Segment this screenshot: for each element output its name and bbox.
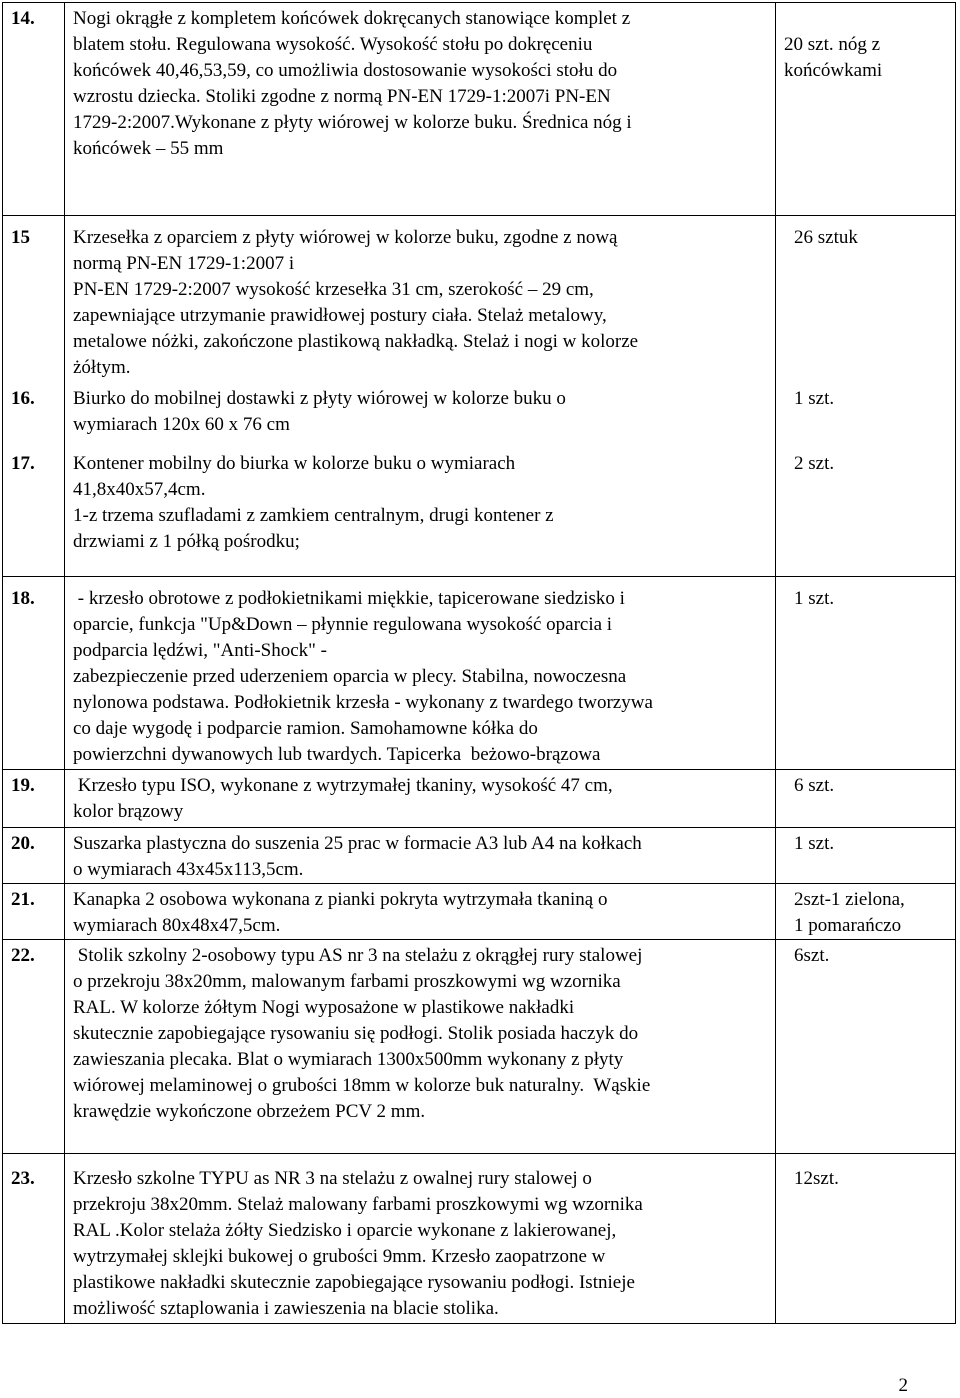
- quantity-line: 1 pomarańczo: [794, 915, 902, 936]
- item-number: 18.: [3, 577, 65, 770]
- description-line: plastikowe nakładki skutecznie zapobiegające rysowaniu podłogi. Istnieje: [73, 1272, 635, 1293]
- item-number: 14.: [3, 3, 65, 216]
- description-line: PN-EN 1729-2:2007 wysokość krzesełka 31 cm, szerokość – 29 cm,: [73, 279, 594, 300]
- description-line: podparcia lędźwi, "Anti-Shock" -: [73, 640, 327, 661]
- description-line: możliwość sztaplowania i zawieszenia na blacie stolika.: [73, 1298, 499, 1319]
- description-line: skutecznie zapobiegające rysowaniu się podłogi. Stolik posiada haczyk do: [73, 1023, 639, 1044]
- table-row: [3, 884, 956, 940]
- quantity-line: 2 szt.: [794, 453, 835, 474]
- page-number: 2: [898, 1375, 908, 1396]
- table-row: [3, 383, 956, 448]
- description-line: zapewniające utrzymanie prawidłowej postury ciała. Stelaż metalowy,: [73, 305, 607, 326]
- description-line: RAL .Kolor stelaża żółty Siedzisko i oparcie wykonane z lakierowanej,: [73, 1220, 617, 1241]
- table-row: [3, 828, 956, 884]
- description-line: Krzesełka z oparciem z płyty wiórowej w kolorze buku, zgodne z nową: [73, 227, 618, 248]
- description-line: żółtym.: [73, 357, 131, 378]
- description-line: krawędzie wykończone obrzeżem PCV 2 mm.: [73, 1101, 426, 1122]
- item-number: 16.: [3, 383, 65, 448]
- description-line: wiórowej melaminowej o grubości 18mm w kolorze buk naturalny. Wąskie: [73, 1075, 651, 1096]
- quantity-line: 20 szt. nóg z: [784, 34, 881, 55]
- description-line: przekroju 38x20mm. Stelaż malowany farbami proszkowymi wg wzornika: [73, 1194, 643, 1215]
- description-line: oparcie, funkcja "Up&Down – płynnie regulowana wysokość oparcia i: [73, 614, 613, 635]
- description-line: wzrostu dziecka. Stoliki zgodne z normą PN-EN 1729-1:2007i PN-EN: [73, 86, 611, 107]
- description-line: RAL. W kolorze żółtym Nogi wyposażone w plastikowe nakładki: [73, 997, 575, 1018]
- item-number: 23.: [3, 1154, 65, 1324]
- description-line: końcówek – 55 mm: [73, 138, 224, 159]
- table-row: [3, 770, 956, 828]
- description-line: 41,8x40x57,4cm.: [73, 479, 206, 500]
- item-description: [65, 828, 776, 884]
- description-line: - krzesło obrotowe z podłokietnikami miękkie, tapicerowane siedzisko i: [73, 588, 625, 609]
- quantity-line: 1 szt.: [794, 388, 835, 409]
- item-quantity: [776, 1154, 956, 1324]
- table-row: [3, 1154, 956, 1324]
- description-line: wymiarach 80x48x47,5cm.: [73, 915, 281, 936]
- quantity-line: 6szt.: [794, 945, 830, 966]
- table-row: [3, 3, 956, 216]
- item-description: [65, 884, 776, 940]
- items-table: [2, 2, 956, 1324]
- description-line: zabezpieczenie przed uderzeniem oparcia w plecy. Stabilna, nowoczesna: [73, 666, 627, 687]
- quantity-line: 26 sztuk: [794, 227, 858, 248]
- description-line: co daje wygodę i podparcie ramion. Samohamowne kółka do: [73, 718, 538, 739]
- description-line: Stolik szkolny 2-osobowy typu AS nr 3 na stelażu z okrągłej rury stalowej: [73, 945, 643, 966]
- item-description: [65, 770, 776, 828]
- item-number: 17.: [3, 448, 65, 577]
- description-line: normą PN-EN 1729-1:2007 i: [73, 253, 295, 274]
- quantity-line: końcówkami: [784, 60, 883, 81]
- table-row: [3, 940, 956, 1154]
- quantity-line: 6 szt.: [794, 775, 835, 796]
- description-line: 1-z trzema szufladami z zamkiem centralnym, drugi kontener z: [73, 505, 554, 526]
- description-line: Krzesło typu ISO, wykonane z wytrzymałej tkaniny, wysokość 47 cm,: [73, 775, 613, 796]
- item-quantity: [776, 383, 956, 448]
- description-line: Krzesło szkolne TYPU as NR 3 na stelażu z owalnej rury stalowej o: [73, 1168, 592, 1189]
- description-line: Biurko do mobilnej dostawki z płyty wiórowej w kolorze buku o: [73, 388, 566, 409]
- quantity-line: 1 szt.: [794, 588, 835, 609]
- description-line: wymiarach 120x 60 x 76 cm: [73, 414, 290, 435]
- item-quantity: [776, 828, 956, 884]
- description-line: wytrzymałej sklejki bukowej o grubości 9mm. Krzesło zaopatrzone w: [73, 1246, 606, 1267]
- item-quantity: [776, 770, 956, 828]
- item-quantity: [776, 448, 956, 577]
- table-row: [3, 577, 956, 770]
- item-description: [65, 577, 776, 770]
- quantity-line: 1 szt.: [794, 833, 835, 854]
- item-description: [65, 3, 776, 216]
- description-line: blatem stołu. Regulowana wysokość. Wysokość stołu po dokręceniu: [73, 34, 593, 55]
- description-line: o przekroju 38x20mm, malowanym farbami proszkowymi wg wzornika: [73, 971, 621, 992]
- quantity-line: 2szt-1 zielona,: [794, 889, 905, 910]
- table-row: [3, 216, 956, 384]
- description-line: nylonowa podstawa. Podłokietnik krzesła - wykonany z twardego tworzywa: [73, 692, 653, 713]
- item-number: 20.: [3, 828, 65, 884]
- description-line: drzwiami z 1 półką pośrodku;: [73, 531, 300, 552]
- description-line: końcówek 40,46,53,59, co umożliwia dostosowanie wysokości stołu do: [73, 60, 618, 81]
- description-line: o wymiarach 43x45x113,5cm.: [73, 859, 304, 880]
- description-line: zawieszania plecaka. Blat o wymiarach 1300x500mm wykonany z płyty: [73, 1049, 624, 1070]
- quantity-line: 12szt.: [794, 1168, 839, 1189]
- table-row: [3, 448, 956, 577]
- description-line: metalowe nóżki, zakończone plastikową nakładką. Stelaż i nogi w kolorze: [73, 331, 639, 352]
- description-line: Kontener mobilny do biurka w kolorze buku o wymiarach: [73, 453, 516, 474]
- description-line: Suszarka plastyczna do suszenia 25 prac w formacie A3 lub A4 na kołkach: [73, 833, 642, 854]
- item-description: [65, 216, 776, 384]
- item-description: [65, 383, 776, 448]
- description-line: 1729-2:2007.Wykonane z płyty wiórowej w kolorze buku. Średnica nóg i: [73, 112, 632, 133]
- item-number: 22.: [3, 940, 65, 1154]
- item-quantity: [776, 216, 956, 384]
- item-quantity: [776, 940, 956, 1154]
- item-quantity: [776, 577, 956, 770]
- description-line: kolor brązowy: [73, 801, 184, 822]
- item-description: [65, 448, 776, 577]
- item-number: 19.: [3, 770, 65, 828]
- item-quantity: [776, 3, 956, 216]
- item-description: [65, 1154, 776, 1324]
- description-line: powierzchni dywanowych lub twardych. Tapicerka beżowo-brązowa: [73, 744, 601, 765]
- description-line: Nogi okrągłe z kompletem końcówek dokręcanych stanowiące komplet z: [73, 8, 631, 29]
- item-number: 21.: [3, 884, 65, 940]
- item-number: 15: [3, 216, 65, 384]
- description-line: Kanapka 2 osobowa wykonana z pianki pokryta wytrzymała tkaniną o: [73, 889, 608, 910]
- item-description: [65, 940, 776, 1154]
- item-quantity: [776, 884, 956, 940]
